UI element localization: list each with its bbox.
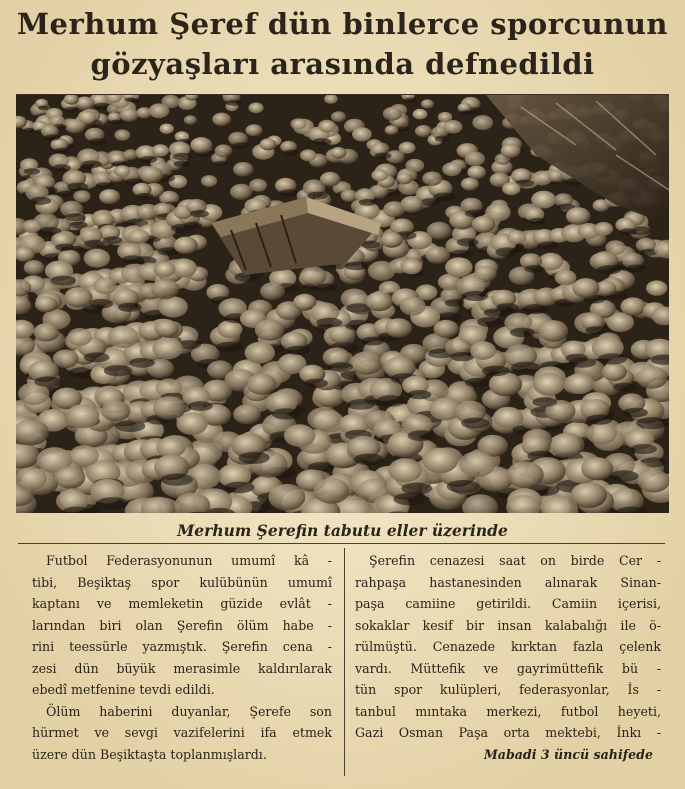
headline: [0, 4, 685, 84]
article-line: Futbol Federasyonunun umumî kâ -: [46, 553, 332, 568]
article-line: tibi, Beşiktaş spor kulübünün umumî: [32, 574, 332, 590]
headline-line-1: Merhum Şeref dün binlerce sporcunun: [16, 7, 669, 41]
article-right-column: [355, 550, 661, 765]
column-divider: [344, 548, 345, 776]
article-line: paşa camiine getirildi. Camiin içerisi,: [355, 596, 661, 611]
article-line: sokaklar kesif bir insan kalabalığı ile ö-: [355, 617, 661, 633]
article-line: tün spor kulüpleri, federasyonlar, İs -: [355, 682, 661, 697]
article-line: Ölüm haberini duyanlar, Şerefe son: [46, 703, 332, 719]
funeral-crowd-photo: [16, 94, 669, 513]
article-line: üzere dün Beşiktaşta toplanmışlardı.: [32, 746, 267, 762]
article-left-column: [32, 550, 332, 765]
article-line: hürmet ve sevgi vazifelerini ifa etmek: [32, 725, 332, 740]
article-line: rahpaşa hastanesinden alınarak Sinan-: [355, 574, 661, 590]
headline-line-2: gözyaşları arasında defnedildi: [90, 47, 595, 81]
article-line: ebedî metfenine tevdi edildi.: [32, 682, 215, 697]
article-line: tanbul mıntaka merkezi, futbol heyeti,: [355, 703, 661, 719]
caption-divider: [18, 543, 665, 544]
article-line: Şerefin cenazesi saat on birde Cer -: [369, 553, 661, 568]
article-line: kaptanı ve memleketin güzide evlât -: [32, 596, 332, 611]
article-line: vardı. Müttefik ve gayrimüttefik bü -: [355, 660, 661, 676]
article-line: Gazi Osman Paşa orta mektebi, İnkı -: [355, 725, 661, 740]
photo-caption: Merhum Şerefin tabutu eller üzerinde: [177, 521, 508, 540]
article-line: rini teessürle yazmıştık. Şerefin cena -: [32, 639, 332, 654]
article-line: zesi dün büyük merasimle kaldırılarak: [32, 660, 332, 676]
continuation-note: Mabadi 3 üncü sahifede: [483, 746, 653, 762]
article-line: larından biri olan Şerefin ölüm habe -: [32, 617, 332, 633]
article-line: rülmüştü. Cenazede kırktan fazla çelenk: [355, 639, 661, 654]
